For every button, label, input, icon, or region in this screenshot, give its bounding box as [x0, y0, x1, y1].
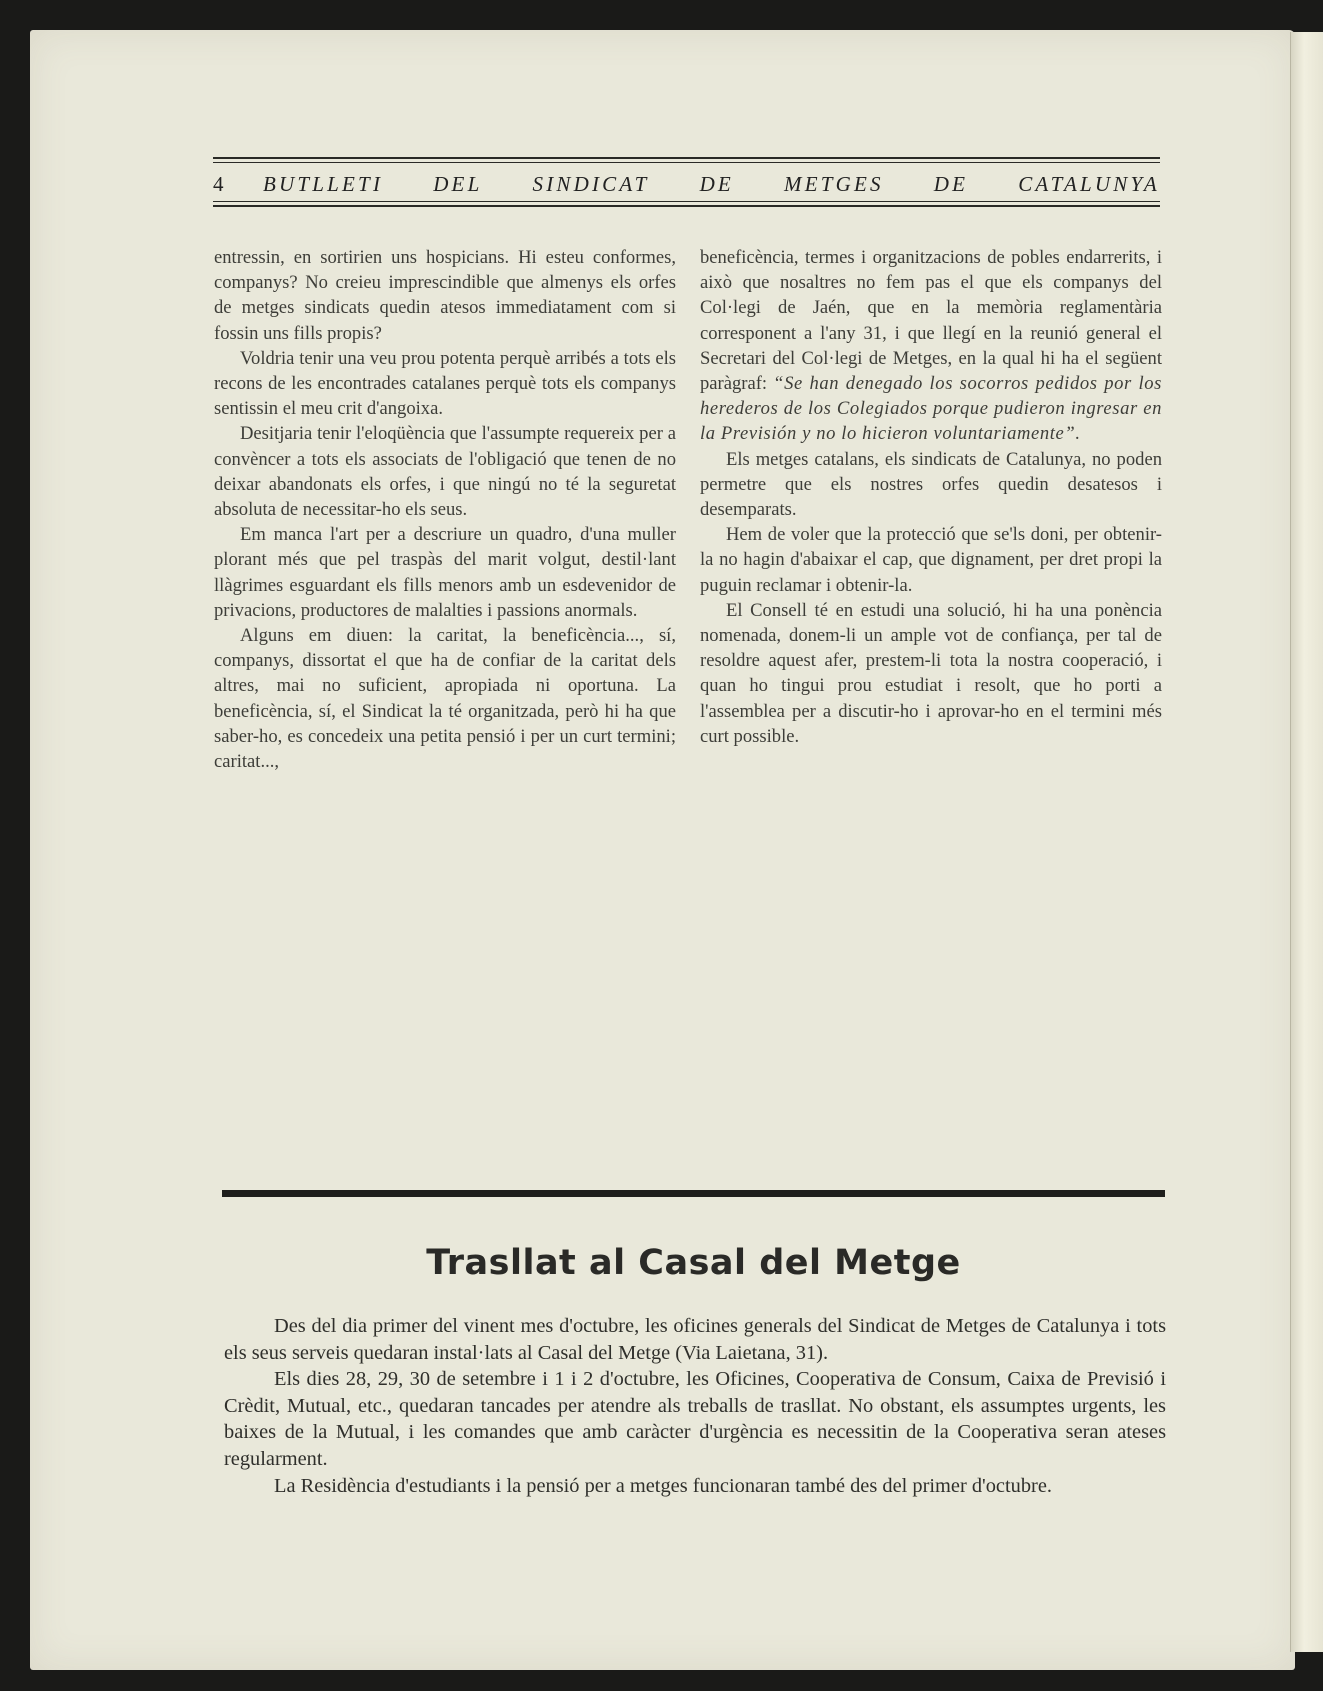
paragraph-text: beneficència, termes i organitzacions de pobles endarrerits, i això que nosaltres no fem pas el que els companys del Col·legi de Jaén, que en la memòria reglamentària corresponent a l'any 31, i que llegí en la reunió general el Secretari del Col·legi de Metges, en la qual hi ha el següent paràgraf:: [700, 247, 1162, 395]
paragraph: El Consell té en estudi una solució, hi ha una ponència nomenada, donem-li un ample vot de confiança, per tal de resoldre aquest afer, prestem-li tota la nostra cooperació, i quan ho tingui prou estudiat i resolt, que ho porti a l'assemblea per a discutir-ho i aprovar-ho en el termini més curt possible.: [700, 599, 1162, 747]
section-body: [224, 1313, 1166, 1499]
paragraph: La Residència d'estudiants i la pensió per a metges funcionaran també des del primer d'octubre.: [274, 1474, 1052, 1497]
running-title-word: DEL: [433, 171, 483, 196]
running-title-word: METGES: [784, 171, 884, 196]
section-divider: [222, 1190, 1165, 1197]
running-title-word: DE: [699, 171, 734, 196]
paragraph: Desitjaria tenir l'eloqüència que l'assumpte requereix per a convèncer a tots els associats de l'obligació que tenen de no deixar abandonats els orfes, i que ningú no té la seguretat absoluta de necessitar-ho els seus.: [214, 423, 676, 521]
paragraph: [700, 245, 1162, 447]
header-line: [213, 169, 1160, 199]
paragraph: Des del dia primer del vinent mes d'octubre, les oficines generals del Sindicat de Metges de Catalunya i tots els seus serveis quedaran instal·lats al Casal del Metge (Via Laietana, 31).: [224, 1315, 1166, 1364]
running-title-word: CATALUNYA: [1018, 171, 1160, 196]
paragraph: Alguns em diuen: la caritat, la beneficència..., sí, companys, dissortat el que ha de confiar de la caritat dels altres, mai no suficient, apropiada ni oportuna. La beneficència, sí, el Sindicat la té organitzada, però hi ha que saber-ho, es concedeix una petita pensió i per un curt termini; caritat...,: [214, 625, 676, 773]
next-page-edge: [1290, 32, 1323, 1652]
running-title: [263, 172, 1160, 197]
left-column: [214, 245, 676, 774]
quoted-spanish-text: “Se han denegado los socorros pedidos por los herederos de los Colegiados porque pudieron ingresar en la Previsión y no lo hicieron voluntariamente”.: [700, 373, 1162, 445]
page-number: 4: [213, 171, 224, 196]
right-column: [700, 245, 1162, 749]
paragraph: Em manca l'art per a descriure un quadro, d'una muller plorant més que pel traspàs del marit volgut, destil·lant llàgrimes esguardant els fills menors amb un esdevenidor de privacions, productores de malalties i passions anormals.: [214, 524, 676, 621]
paragraph: Els dies 28, 29, 30 de setembre i 1 i 2 d'octubre, les Oficines, Cooperativa de Consum, Caixa de Previsió i Crèdit, Mutual, etc., quedaran tancades per atendre als treballs de trasllat. No obstant, els assumptes urgents, les baixes de la Mutual, i les comandes que amb caràcter d'urgència es necessitin de la Cooperativa seran ateses regularment.: [224, 1368, 1166, 1470]
header-rule-top-thin: [213, 162, 1160, 163]
running-header: [213, 157, 1160, 213]
running-title-word: DE: [933, 171, 969, 196]
section-title: Trasllat al Casal del Metge: [426, 1243, 961, 1283]
header-rule-top: [213, 157, 1160, 159]
paragraph: Voldria tenir una veu prou potenta perquè arribés a tots els recons de les encontrades catalanes perquè tots els companys sentissin el meu crit d'angoixa.: [214, 347, 676, 420]
running-title-word: BUTLLETI: [263, 171, 384, 196]
running-title-word: SINDICAT: [532, 171, 650, 196]
paragraph: entressin, en sortirien uns hospicians. Hi esteu conformes, companys? No creieu imprescindible que almenys els orfes de metges sindicats quedin atesos immediatament com si fossin uns fills propis?: [214, 247, 676, 344]
header-rule-bottom: [213, 205, 1160, 207]
paragraph: Els metges catalans, els sindicats de Catalunya, no poden permetre que els nostres orfes quedin desatesos i desemparats.: [700, 448, 1162, 521]
header-rule-bottom-thin: [213, 201, 1160, 202]
paragraph: Hem de voler que la protecció que se'ls doni, per obtenir-la no hagin d'abaixar el cap, que dignament, per dret propi la puguin reclamar i obtenir-la.: [700, 524, 1162, 596]
